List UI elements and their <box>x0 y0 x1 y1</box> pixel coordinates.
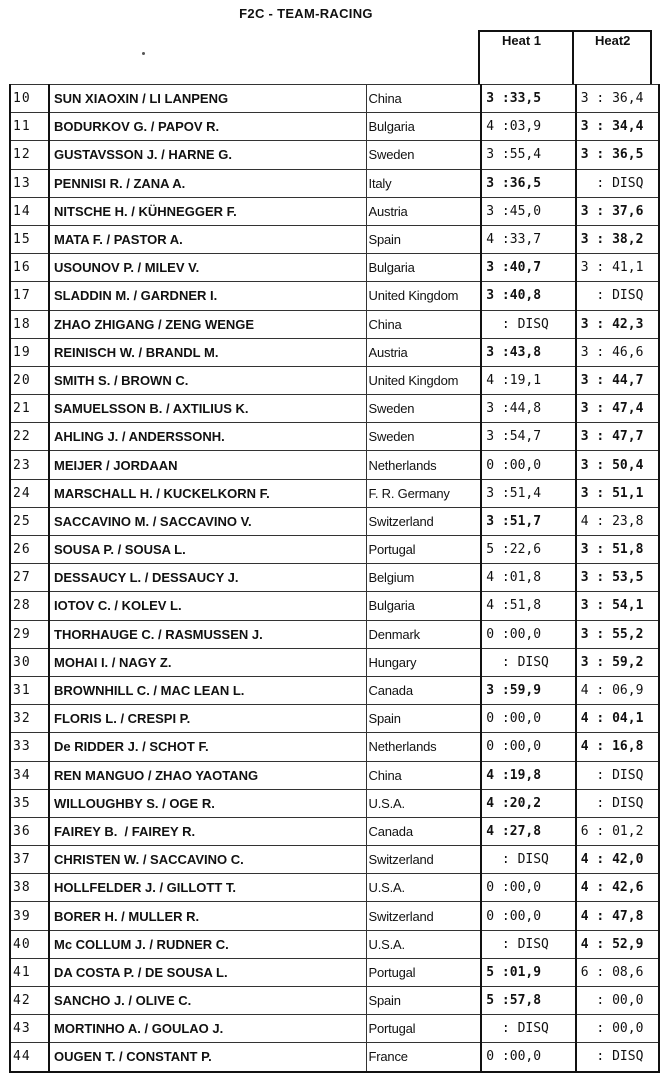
team-name: SAMUELSSON B. / AXTILIUS K. <box>49 395 366 423</box>
team-number: 25 <box>10 507 49 535</box>
team-name: BORER H. / MULLER R. <box>49 902 366 930</box>
table-row <box>10 197 659 225</box>
heat2-time: 3 : 38,2 <box>576 225 659 253</box>
table-row <box>10 338 659 366</box>
team-name: REINISCH W. / BRANDL M. <box>49 338 366 366</box>
heat2-time: 4 : 16,8 <box>576 733 659 761</box>
team-number: 18 <box>10 310 49 338</box>
heat2-time: 3 : 47,4 <box>576 395 659 423</box>
heat1-time: 3 :51,4 <box>481 479 576 507</box>
table-row <box>10 310 659 338</box>
team-name: SACCAVINO M. / SACCAVINO V. <box>49 507 366 535</box>
heat1-time: 3 :33,5 <box>481 85 576 113</box>
heat1-time: 4 :27,8 <box>481 817 576 845</box>
heat1-time: 0 :00,0 <box>481 451 576 479</box>
heat2-time: 3 : 46,6 <box>576 338 659 366</box>
heat1-time: 0 :00,0 <box>481 705 576 733</box>
heat2-time: 3 : 36,5 <box>576 141 659 169</box>
team-name: AHLING J. / ANDERSSONH. <box>49 423 366 451</box>
heat1-time: 3 :40,7 <box>481 254 576 282</box>
team-country: China <box>366 85 481 113</box>
table-row <box>10 169 659 197</box>
heat2-header: Heat2 <box>595 33 631 48</box>
team-number: 13 <box>10 169 49 197</box>
team-name: HOLLFELDER J. / GILLOTT T. <box>49 874 366 902</box>
team-number: 17 <box>10 282 49 310</box>
team-country: China <box>366 761 481 789</box>
heat2-time: 3 : 44,7 <box>576 366 659 394</box>
heat1-time: : DISQ <box>481 846 576 874</box>
team-name: SLADDIN M. / GARDNER I. <box>49 282 366 310</box>
team-number: 35 <box>10 789 49 817</box>
heat2-time: 4 : 04,1 <box>576 705 659 733</box>
heat2-time: 3 : 51,1 <box>576 479 659 507</box>
team-number: 10 <box>10 85 49 113</box>
heat2-time: : DISQ <box>576 169 659 197</box>
table-row <box>10 761 659 789</box>
team-name: IOTOV C. / KOLEV L. <box>49 592 366 620</box>
team-number: 39 <box>10 902 49 930</box>
team-name: BROWNHILL C. / MAC LEAN L. <box>49 676 366 704</box>
team-number: 23 <box>10 451 49 479</box>
heat2-time: 3 : 59,2 <box>576 648 659 676</box>
table-row <box>10 395 659 423</box>
heat1-time: 5 :22,6 <box>481 536 576 564</box>
team-name: WILLOUGHBY S. / OGE R. <box>49 789 366 817</box>
team-country: Spain <box>366 225 481 253</box>
heat1-time: 0 :00,0 <box>481 902 576 930</box>
heat1-time: 4 :03,9 <box>481 113 576 141</box>
heat1-time: 5 :57,8 <box>481 987 576 1015</box>
team-name: BODURKOV G. / PAPOV R. <box>49 113 366 141</box>
table-row <box>10 902 659 930</box>
team-country: U.S.A. <box>366 789 481 817</box>
table-row <box>10 282 659 310</box>
heat2-time: 4 : 42,0 <box>576 846 659 874</box>
team-number: 19 <box>10 338 49 366</box>
team-number: 32 <box>10 705 49 733</box>
table-row <box>10 113 659 141</box>
heat1-time: 3 :40,8 <box>481 282 576 310</box>
team-country: United Kingdom <box>366 366 481 394</box>
team-country: Sweden <box>366 141 481 169</box>
team-number: 15 <box>10 225 49 253</box>
team-country: Bulgaria <box>366 254 481 282</box>
team-country: Switzerland <box>366 507 481 535</box>
results-table <box>9 84 660 1073</box>
team-name: GUSTAVSSON J. / HARNE G. <box>49 141 366 169</box>
table-row <box>10 225 659 253</box>
team-number: 14 <box>10 197 49 225</box>
table-row <box>10 958 659 986</box>
team-number: 29 <box>10 620 49 648</box>
heat1-time: 4 :19,8 <box>481 761 576 789</box>
heat1-time: 5 :01,9 <box>481 958 576 986</box>
heat-header-divider <box>572 32 574 84</box>
heat2-time: 3 : 53,5 <box>576 564 659 592</box>
heat2-time: : DISQ <box>576 282 659 310</box>
team-name: Mc COLLUM J. / RUDNER C. <box>49 930 366 958</box>
team-country: Netherlands <box>366 451 481 479</box>
team-number: 16 <box>10 254 49 282</box>
team-number: 40 <box>10 930 49 958</box>
team-name: OUGEN T. / CONSTANT P. <box>49 1043 366 1072</box>
team-number: 27 <box>10 564 49 592</box>
heat1-time: 3 :55,4 <box>481 141 576 169</box>
heat1-time: 4 :33,7 <box>481 225 576 253</box>
team-name: FLORIS L. / CRESPI P. <box>49 705 366 733</box>
team-country: Canada <box>366 676 481 704</box>
heat2-time: 3 : 54,1 <box>576 592 659 620</box>
team-country: Switzerland <box>366 902 481 930</box>
team-number: 11 <box>10 113 49 141</box>
heat2-time: 4 : 47,8 <box>576 902 659 930</box>
team-name: FAIREY B. / FAIREY R. <box>49 817 366 845</box>
team-country: Portugal <box>366 536 481 564</box>
team-country: Austria <box>366 197 481 225</box>
team-name: MEIJER / JORDAAN <box>49 451 366 479</box>
team-country: Italy <box>366 169 481 197</box>
heat2-time: : DISQ <box>576 1043 659 1072</box>
team-number: 12 <box>10 141 49 169</box>
heat2-time: 3 : 34,4 <box>576 113 659 141</box>
speck-mark <box>142 52 145 55</box>
team-country: Belgium <box>366 564 481 592</box>
table-row <box>10 817 659 845</box>
table-row <box>10 254 659 282</box>
heat2-time: 3 : 42,3 <box>576 310 659 338</box>
table-row <box>10 451 659 479</box>
heat1-time: 3 :43,8 <box>481 338 576 366</box>
team-country: Austria <box>366 338 481 366</box>
table-row <box>10 987 659 1015</box>
heat1-time: 0 :00,0 <box>481 1043 576 1072</box>
table-row <box>10 648 659 676</box>
table-row <box>10 705 659 733</box>
team-name: CHRISTEN W. / SACCAVINO C. <box>49 846 366 874</box>
heat2-time: : DISQ <box>576 789 659 817</box>
table-row <box>10 733 659 761</box>
heat2-time: 4 : 52,9 <box>576 930 659 958</box>
team-number: 34 <box>10 761 49 789</box>
heat2-time: 4 : 06,9 <box>576 676 659 704</box>
table-row <box>10 507 659 535</box>
team-number: 28 <box>10 592 49 620</box>
team-country: F. R. Germany <box>366 479 481 507</box>
team-country: U.S.A. <box>366 874 481 902</box>
team-number: 22 <box>10 423 49 451</box>
team-country: Sweden <box>366 395 481 423</box>
heat2-time: 4 : 23,8 <box>576 507 659 535</box>
results-body <box>10 85 659 1072</box>
team-number: 24 <box>10 479 49 507</box>
team-name: DA COSTA P. / DE SOUSA L. <box>49 958 366 986</box>
heat1-time: 0 :00,0 <box>481 733 576 761</box>
heat2-time: 6 : 01,2 <box>576 817 659 845</box>
team-country: Sweden <box>366 423 481 451</box>
heat1-time: : DISQ <box>481 1015 576 1043</box>
team-number: 43 <box>10 1015 49 1043</box>
table-row <box>10 366 659 394</box>
team-number: 36 <box>10 817 49 845</box>
team-name: DESSAUCY L. / DESSAUCY J. <box>49 564 366 592</box>
team-number: 30 <box>10 648 49 676</box>
heat1-time: : DISQ <box>481 648 576 676</box>
heat2-time: : 00,0 <box>576 987 659 1015</box>
team-country: France <box>366 1043 481 1072</box>
team-country: Bulgaria <box>366 113 481 141</box>
table-row <box>10 592 659 620</box>
table-row <box>10 1043 659 1072</box>
team-name: MARSCHALL H. / KUCKELKORN F. <box>49 479 366 507</box>
heat1-time: 3 :51,7 <box>481 507 576 535</box>
team-country: Portugal <box>366 1015 481 1043</box>
team-name: SOUSA P. / SOUSA L. <box>49 536 366 564</box>
heat1-time: 3 :45,0 <box>481 197 576 225</box>
heat1-time: 0 :00,0 <box>481 620 576 648</box>
table-row <box>10 846 659 874</box>
table-row <box>10 479 659 507</box>
team-number: 38 <box>10 874 49 902</box>
team-name: SMITH S. / BROWN C. <box>49 366 366 394</box>
table-row <box>10 620 659 648</box>
heat2-time: 3 : 51,8 <box>576 536 659 564</box>
team-name: ZHAO ZHIGANG / ZENG WENGE <box>49 310 366 338</box>
team-country: Canada <box>366 817 481 845</box>
team-country: Spain <box>366 705 481 733</box>
heat2-time: 6 : 08,6 <box>576 958 659 986</box>
table-row <box>10 536 659 564</box>
page-title: F2C - TEAM-RACING <box>239 6 373 21</box>
team-country: China <box>366 310 481 338</box>
heat1-time: 4 :20,2 <box>481 789 576 817</box>
heat2-time: 3 : 50,4 <box>576 451 659 479</box>
heat1-time: 4 :19,1 <box>481 366 576 394</box>
table-row <box>10 141 659 169</box>
table-row <box>10 564 659 592</box>
team-country: U.S.A. <box>366 930 481 958</box>
team-number: 26 <box>10 536 49 564</box>
team-number: 37 <box>10 846 49 874</box>
team-name: THORHAUGE C. / RASMUSSEN J. <box>49 620 366 648</box>
heat1-time: 3 :59,9 <box>481 676 576 704</box>
team-country: Portugal <box>366 958 481 986</box>
team-name: SANCHO J. / OLIVE C. <box>49 987 366 1015</box>
team-number: 44 <box>10 1043 49 1072</box>
team-name: USOUNOV P. / MILEV V. <box>49 254 366 282</box>
team-name: NITSCHE H. / KÜHNEGGER F. <box>49 197 366 225</box>
table-row <box>10 789 659 817</box>
heat2-time: 3 : 36,4 <box>576 85 659 113</box>
team-name: De RIDDER J. / SCHOT F. <box>49 733 366 761</box>
heat2-time: : DISQ <box>576 761 659 789</box>
team-country: Denmark <box>366 620 481 648</box>
team-name: MOHAI I. / NAGY Z. <box>49 648 366 676</box>
table-row <box>10 1015 659 1043</box>
team-name: SUN XIAOXIN / LI LANPENG <box>49 85 366 113</box>
table-row <box>10 423 659 451</box>
team-name: REN MANGUO / ZHAO YAOTANG <box>49 761 366 789</box>
table-row <box>10 930 659 958</box>
heat2-time: 3 : 41,1 <box>576 254 659 282</box>
team-number: 21 <box>10 395 49 423</box>
team-country: Switzerland <box>366 846 481 874</box>
team-name: MATA F. / PASTOR A. <box>49 225 366 253</box>
heat1-time: : DISQ <box>481 310 576 338</box>
team-country: Bulgaria <box>366 592 481 620</box>
table-row <box>10 676 659 704</box>
heat2-time: 3 : 55,2 <box>576 620 659 648</box>
team-number: 33 <box>10 733 49 761</box>
heat1-header: Heat 1 <box>502 33 542 48</box>
team-number: 20 <box>10 366 49 394</box>
heat2-time: 4 : 42,6 <box>576 874 659 902</box>
table-row <box>10 85 659 113</box>
team-country: Spain <box>366 987 481 1015</box>
heat2-time: : 00,0 <box>576 1015 659 1043</box>
team-name: PENNISI R. / ZANA A. <box>49 169 366 197</box>
team-number: 31 <box>10 676 49 704</box>
heat1-time: 0 :00,0 <box>481 874 576 902</box>
team-country: Hungary <box>366 648 481 676</box>
heat1-time: 3 :54,7 <box>481 423 576 451</box>
team-number: 41 <box>10 958 49 986</box>
heat1-time: 3 :36,5 <box>481 169 576 197</box>
team-number: 42 <box>10 987 49 1015</box>
heat2-time: 3 : 37,6 <box>576 197 659 225</box>
heat1-time: : DISQ <box>481 930 576 958</box>
team-country: United Kingdom <box>366 282 481 310</box>
team-country: Netherlands <box>366 733 481 761</box>
heat1-time: 4 :01,8 <box>481 564 576 592</box>
table-row <box>10 874 659 902</box>
heat1-time: 4 :51,8 <box>481 592 576 620</box>
heat2-time: 3 : 47,7 <box>576 423 659 451</box>
team-name: MORTINHO A. / GOULAO J. <box>49 1015 366 1043</box>
heat1-time: 3 :44,8 <box>481 395 576 423</box>
